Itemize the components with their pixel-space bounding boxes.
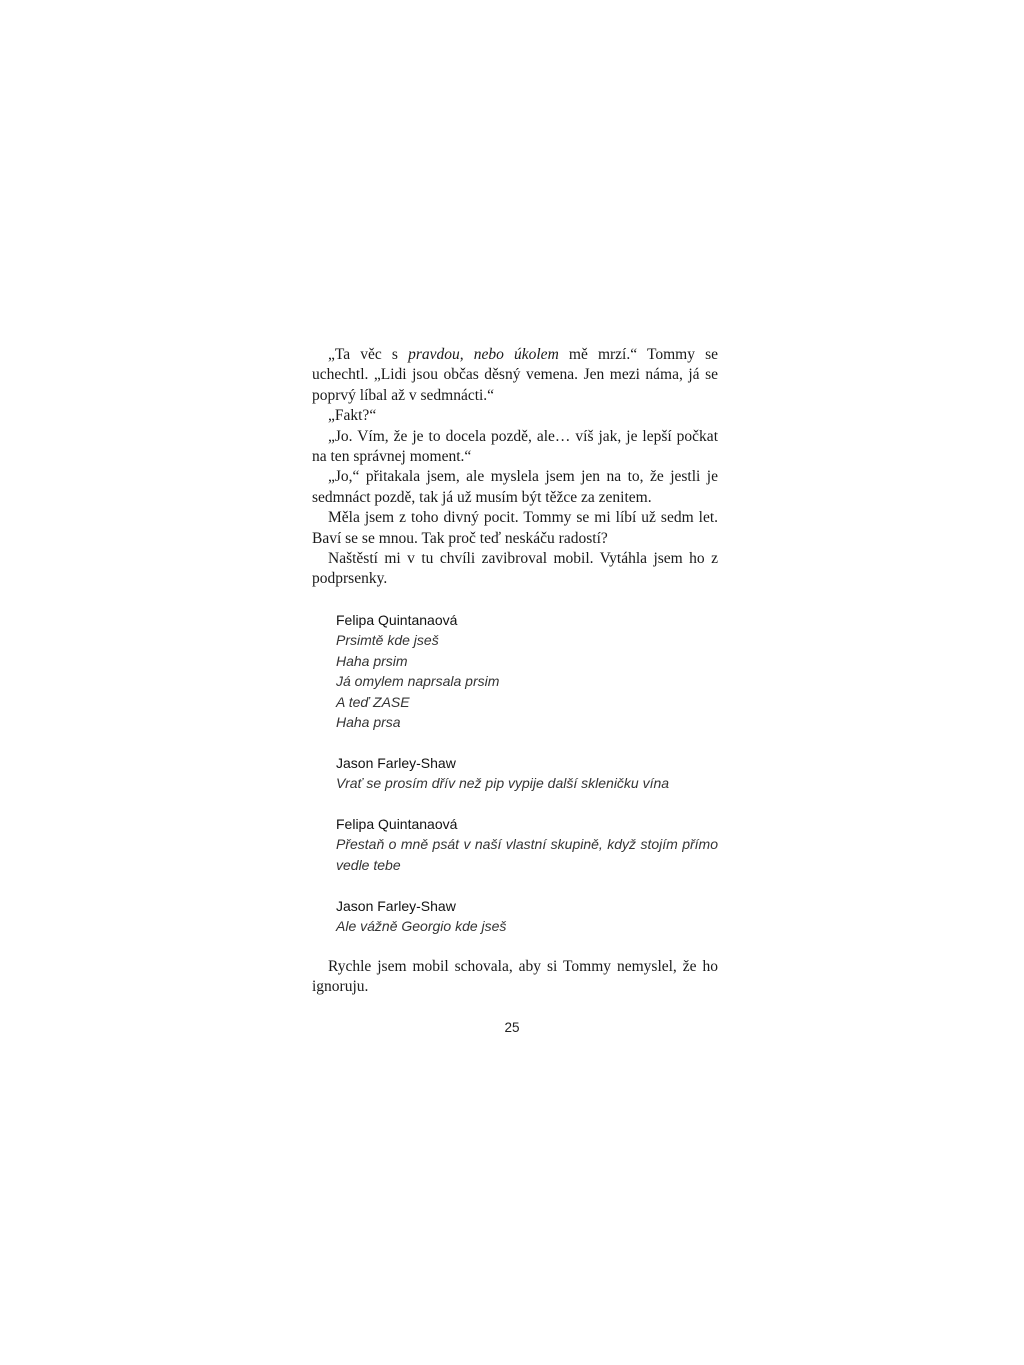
closing-paragraph: Rychle jsem mobil schovala, aby si Tommy nemyslel, že ho ignoruju. bbox=[312, 957, 718, 996]
chat-sender-name: Felipa Quintanaová bbox=[336, 815, 458, 832]
chat-message-text: Ale vážně Georgio kde jseš bbox=[336, 917, 507, 934]
italic-phrase: pravdou, nebo úkolem bbox=[408, 346, 559, 363]
paragraph-text: „Jo,“ přitakala jsem, ale myslela jsem jen na to, že jestli je sedmnáct pozdě, tak já už musím být těžce za zenitem. bbox=[312, 468, 718, 506]
chat-message-group bbox=[336, 814, 718, 875]
paragraph-text: Naštěstí mi v tu chvíli zavibroval mobil. Vytáhla jsem ho z podprsenky. bbox=[312, 550, 718, 588]
paragraph bbox=[312, 467, 718, 508]
chat-message-text: Vrať se prosím dřív než pip vypije další skleničku vína bbox=[336, 775, 670, 792]
paragraph bbox=[312, 427, 718, 468]
book-page-body bbox=[312, 345, 718, 998]
chat-sender-name: Jason Farley-Shaw bbox=[336, 897, 456, 914]
paragraph bbox=[312, 345, 718, 406]
chat-message-group bbox=[336, 896, 718, 937]
chat-sender-name: Felipa Quintanaová bbox=[336, 611, 458, 628]
paragraph-text: Měla jsem z toho divný pocit. Tommy se mi líbí už sedm let. Baví se se mnou. Tak proč teď neskáču radostí? bbox=[312, 509, 718, 547]
chat-message-group bbox=[336, 610, 718, 732]
paragraph bbox=[312, 549, 718, 590]
chat-message-text: A teď ZASE bbox=[336, 693, 410, 710]
chat-sender-name: Jason Farley-Shaw bbox=[336, 754, 456, 771]
paragraph-text: „Ta věc s bbox=[328, 346, 409, 363]
chat-message-text: Přestaň o mně psát v naší vlastní skupině, když stojím přímo vedle tebe bbox=[336, 836, 718, 873]
chat-message-text: Haha prsim bbox=[336, 652, 408, 669]
chat-message-text: Haha prsa bbox=[336, 713, 401, 730]
paragraph bbox=[312, 406, 718, 426]
paragraph-text: „Jo. Vím, že je to docela pozdě, ale… víš jak, je lepší počkat na ten správnej moment.“ bbox=[312, 427, 718, 466]
chat-message-text: Já omylem naprsala prsim bbox=[336, 673, 500, 690]
paragraph-text: mě mrzí.“ Tommy se uchechtl. „Lidi jsou občas děsný vemena. Jen mezi náma, já se poprvý líbal až v sedmnácti.“ bbox=[312, 346, 718, 404]
narrative-paragraphs bbox=[312, 345, 718, 590]
chat-message-text: Prsimtě kde jseš bbox=[336, 632, 439, 649]
chat-message-group bbox=[336, 753, 718, 794]
page-number: 25 bbox=[504, 1020, 520, 1035]
paragraph-text: „Fakt?“ bbox=[328, 407, 377, 425]
group-chat-messages bbox=[336, 610, 718, 936]
paragraph bbox=[312, 508, 718, 549]
